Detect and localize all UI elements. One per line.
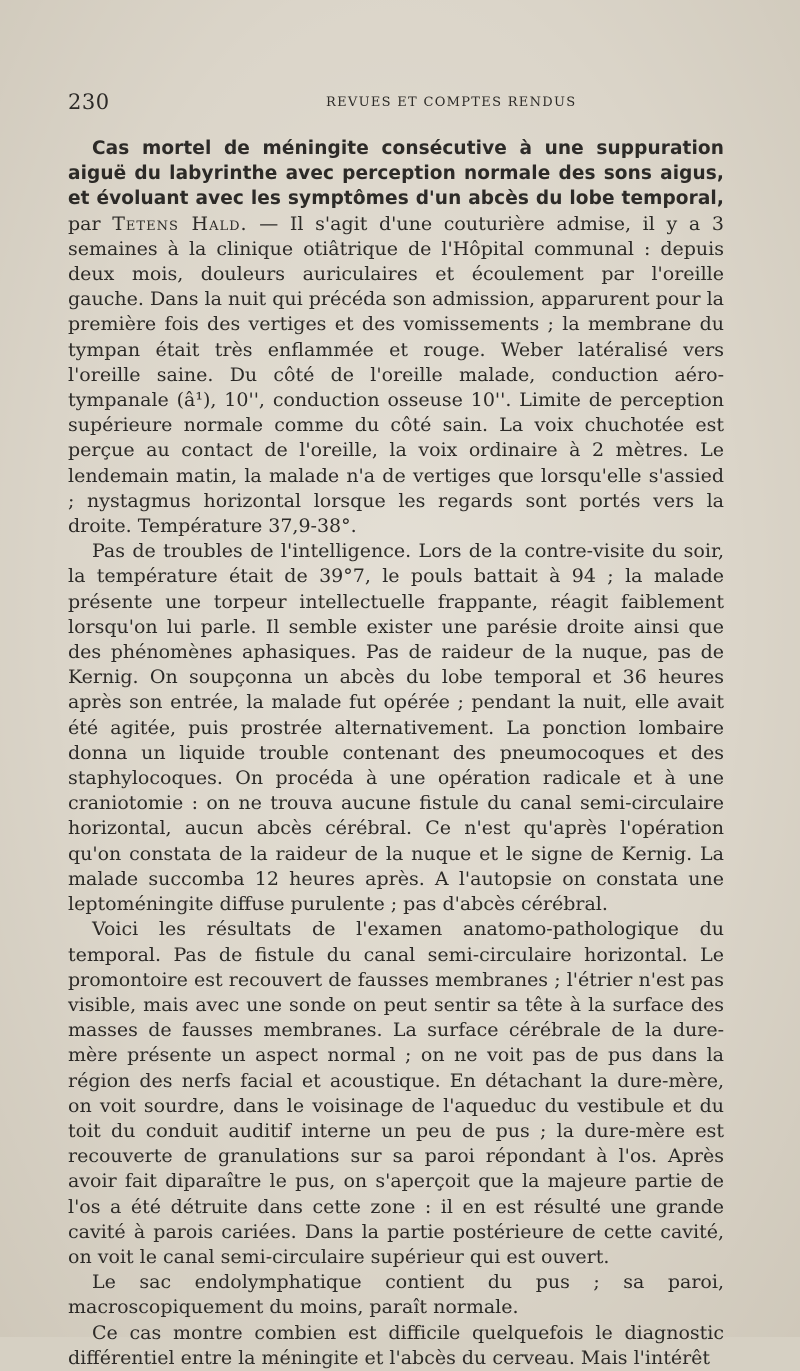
paragraph-pathology: Voici les résultats de l'examen anatomo-pathologique du temporal. Pas de fistule du canal semi-circulaire horizontal. Le promontoire est recouvert de fausses membranes ; l'étrier n'est pas visible, mais avec une sonde on peut sentir sa tête à la surface des masses de fausses membranes. La surface cérébrale de la dure-mère présente un aspect normal ; on ne voit pas de pus dans la région des nerfs facial et acoustique. En détachant la dure-mère, on voit sourdre, dans le voisinage de l'aqueduc du vestibule et du toit du conduit auditif interne un peu de pus ; la dure-mère est recouverte de granulations sur sa paroi répondant à l'os. Après avoir fait diparaître le pus, on s'aperçoit que la majeure partie de l'os a été détruite dans cette zone : il en est résulté une grande cavité à parois cariées. Dans la partie postérieure de cette cavité, on voit le canal semi-circulaire supérieur qui est ouvert.: [68, 918, 724, 1268]
intro-text: — Il s'agit d'une couturière admise, il y a 3 semaines à la clinique otiâtrique de l'Hôpital communal : depuis deux mois, douleurs auriculaires et écoulement par l'oreille gauche. Dans la nuit qui précéda son admission, apparurent pour la première fois des vertiges et des vomissements ; la membrane du tympan était très enflammée et rouge. Weber latéralisé vers l'oreille saine. Du côté de l'oreille malade, conduction aéro-tympanale (â¹), 10'', conduction osseuse 10''. Limite de perception supérieure normale comme du côté sain. La voix chuchotée est perçue au contact de l'oreille, la voix ordinaire à 2 mètres. Le lendemain matin, la malade n'a de vertiges que lorsqu'elle s'assied ; nystagmus horizontal lorsque les regards sont portés vers la droite. Température 37,9-38°.: [68, 212, 724, 538]
paragraph-clinical-course: Pas de troubles de l'intelligence. Lors de la contre-visite du soir, la température était de 39°7, le pouls battait à 94 ; la malade présente une torpeur intellectuelle frappante, réagit faiblement lorsqu'on lui parle. Il semble exister une parésie droite ainsi que des phénomènes aphasiques. Pas de raideur de la nuque, pas de Kernig. On soupçonna un abcès du lobe temporal et 36 heures après son entrée, la malade fut opérée ; pendant la nuit, elle avait été agitée, puis prostrée alternativement. La ponction lombaire donna un liquide trouble contenant des pneumocoques et des staphylocoques. On procéda à une opération radicale et à une craniotomie : on ne trouva aucune fistule du canal semi-circulaire horizontal, aucun abcès cérébral. Ce n'est qu'après l'opération qu'on constata de la raideur de la nuque et le signe de Kernig. La malade succomba 12 heures après. A l'autopsie on constata une leptoméningite diffuse purulente ; pas d'abcès cérébral.: [68, 540, 724, 916]
running-head: REVUES ET COMPTES RENDUS: [326, 95, 577, 110]
paragraph-endolymphatic-sac: Le sac endolymphatique contient du pus ; sa paroi, macroscopiquement du moins, paraît normale.: [68, 1271, 724, 1319]
article-author: Tetens Hald.: [112, 212, 248, 235]
paragraph-conclusion: Ce cas montre combien est difficile quelquefois le diagnostic différentiel entre la méningite et l'abcès du cerveau. Mais l'intérêt: [68, 1321, 724, 1369]
page-number: 230: [68, 90, 110, 114]
article-intro-paragraph: [68, 136, 724, 539]
article-body: [68, 136, 724, 1371]
article-title: Cas mortel de méningite consécutive à une suppuration aiguë du labyrinthe avec perception normale des sons aigus, et évoluant avec les symptômes d'un abcès du lobe temporal,: [68, 138, 724, 210]
author-connector: par: [68, 212, 113, 235]
page-header: [68, 90, 728, 120]
